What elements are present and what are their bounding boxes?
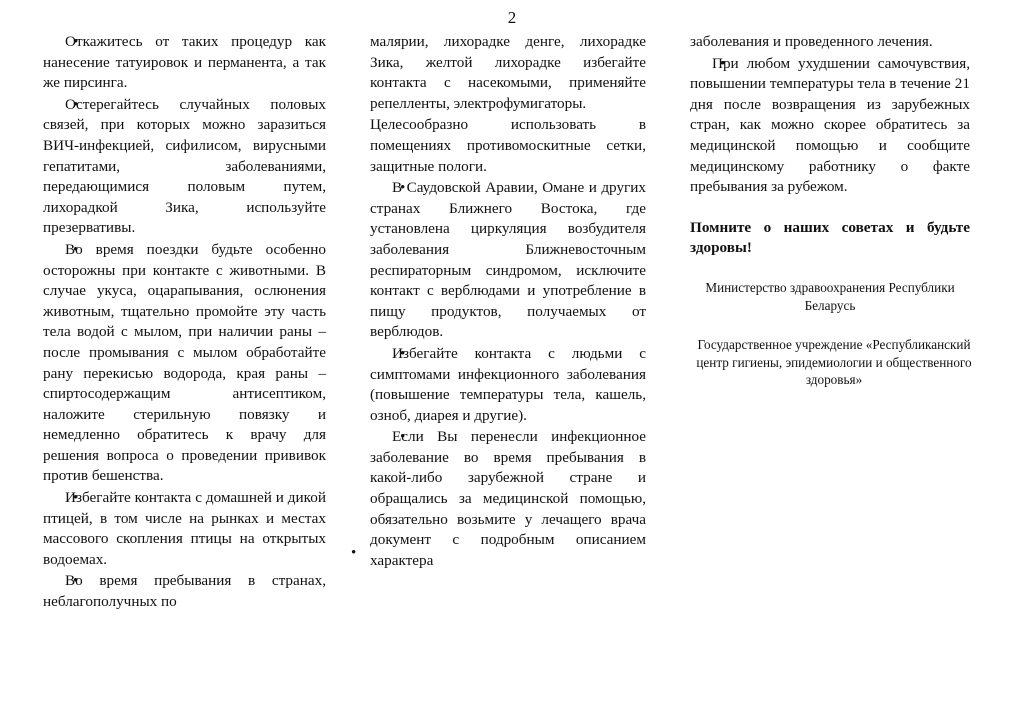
paragraph-text: При любом ухудшении самочувствия, повышении температуры тела в течение 21 дня после возвращения из зарубежных стран, как можно скорее обратитесь за медицинской помощью и сообщите медицинскому работнику о факте пребывания за рубежом. (690, 54, 970, 196)
paragraph-text: Во время поездки будьте особенно осторожны при контакте с животными. В случае укуса, оцарапывания, ослюнения животным, тщательно промойте эту часть тела водой с мылом, при наличии раны – после промывания с мылом обработайте рану перекисью водорода, края раны – спиртосодержащим антисептиком, наложите стерильную повязку и немедленно обратитесь к врачу для решения вопроса о проведении прививок против бешенства. (43, 240, 326, 485)
paragraph-text: Избегайте контакта с домашней и дикой птицей, в том числе на рынках и местах массового скопления птицы на открытых водоемах. (43, 489, 326, 568)
paragraph-text: Избегайте контакта с людьми с симптомами инфекционного заболевания (повышение температуры тела, кашель, озноб, диарея и другие). (370, 344, 646, 424)
bullet-paragraph-documents (370, 427, 646, 571)
bullet-paragraph-symptoms (370, 344, 646, 426)
left-column (43, 32, 326, 614)
bullet-paragraph-tattoo (43, 32, 326, 94)
bullet-paragraph-animals (43, 240, 326, 487)
bullet-paragraph-contacts (43, 95, 326, 239)
bullet-paragraph-camels (370, 178, 646, 343)
bullet-paragraph-countries (43, 571, 326, 612)
paragraph-text: Откажитесь от таких процедур как нанесение татуировок и перманента, а так же пирсинга. (43, 33, 326, 92)
paragraph-nets: Целесообразно использовать в помещениях противомоскитные сетки, защитные пологи. (370, 116, 646, 175)
right-column (690, 32, 970, 389)
paragraph-text: Остерегайтесь случайных половых связей, при которых можно заразиться ВИЧ-инфекцией, сифилисом, вирусными гепатитами, заболеваниями, передающимися половым путем, лихорадкой Зика, используйте презервативы. (43, 95, 326, 237)
middle-column (370, 32, 646, 572)
institution-signature: Государственное учреждение «Республиканский центр гигиены, эпидемиологии и общественного здоровья» (696, 337, 972, 388)
paragraph-continuation: малярии, лихорадке денге, лихорадке Зика, желтой лихорадке избегайте контакта с насекомыми, применяйте репелленты, электрофумигаторы. (370, 33, 646, 112)
bullet-paragraph-birds (43, 488, 326, 570)
paragraph-continuation: заболевания и проведенного лечения. (690, 33, 933, 50)
paragraph-text: В Саудовской Аравии, Омане и других странах Ближнего Востока, где установлена циркуляция возбудителя заболевания Ближневосточным респираторным синдромом, исключите контакт с верблюдами и употребление в пищу продуктов, получаемых от верблюдов. (370, 179, 646, 341)
closing-slogan: Помните о наших советах и будьте здоровы! (690, 218, 970, 257)
page-number: 2 (507, 8, 517, 27)
paragraph-text: Если Вы перенесли инфекционное заболевание во время пребывания в какой-либо зарубежной стране и обращались за медицинской помощью, обязательно возьмите у лечащего врача документ с подробным описанием характера (370, 428, 646, 569)
stray-bullet-icon: • (351, 545, 357, 561)
ministry-signature: Министерство здравоохранения Республики Беларусь (705, 279, 955, 313)
bullet-paragraph-symptoms-after-return (690, 54, 970, 198)
paragraph-text: Во время пребывания в странах, неблагополучных по (43, 572, 326, 611)
